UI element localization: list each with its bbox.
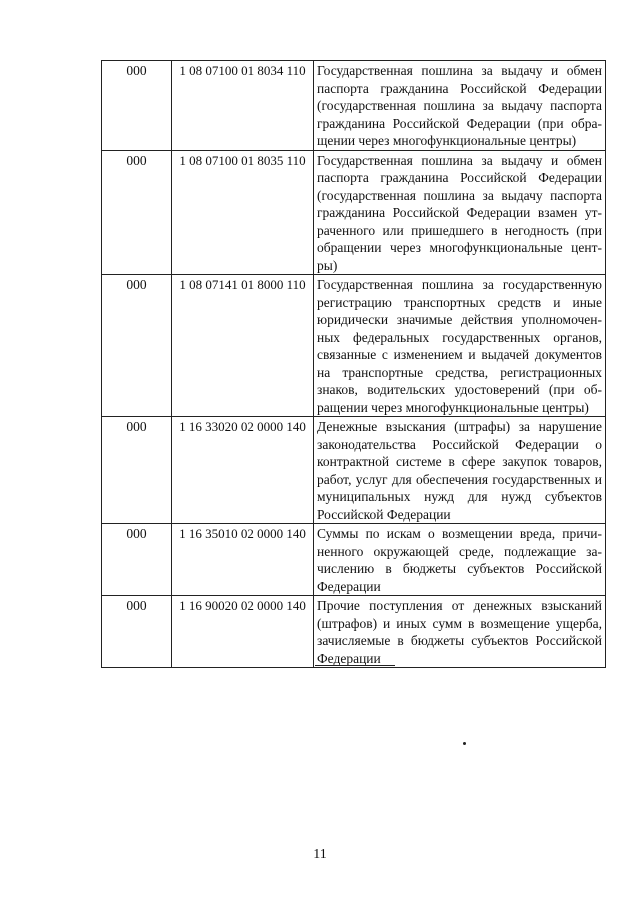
table-body (102, 61, 606, 668)
table-row (102, 596, 606, 668)
table-row (102, 275, 606, 417)
admin-code-cell: 000 (102, 596, 172, 668)
table-row (102, 61, 606, 151)
table-row (102, 417, 606, 524)
table-row (102, 524, 606, 596)
description-cell: Государственная пошлина за выдачу и обмен паспорта гражданина Российской Федерации (государственная пошлина за выдачу паспорта гражданина Российской Федерации взамен утраченного или пришедшего в негодность (при обращении через многофункциональные центры) (314, 150, 606, 275)
admin-code-cell: 000 (102, 417, 172, 524)
description-cell: Прочие поступления от денежных взысканий (штрафов) и иных сумм в возмещение ущерба, зачисляемые в бюджеты субъектов Российской Федерации (314, 596, 606, 668)
footnote-separator-line (315, 665, 395, 666)
budget-code-cell: 1 16 90020 02 0000 140 (172, 596, 314, 668)
budget-code-cell: 1 08 07141 01 8000 110 (172, 275, 314, 417)
scan-artifact-dot (463, 742, 466, 745)
budget-code-cell: 1 16 35010 02 0000 140 (172, 524, 314, 596)
revenue-codes-table (101, 60, 606, 668)
description-cell: Денежные взыскания (штрафы) за нарушение законодательства Российской Федерации о контрактной системе в сфере закупок товаров, работ, услуг для обеспечения государственных и муниципальных нужд для нужд субъектов Российской Федерации (314, 417, 606, 524)
description-cell: Суммы по искам о возмещении вреда, причиненного окружающей среде, подлежащие зачислению в бюджеты субъектов Российской Федерации (314, 524, 606, 596)
budget-code-cell: 1 08 07100 01 8034 110 (172, 61, 314, 151)
budget-code-cell: 1 16 33020 02 0000 140 (172, 417, 314, 524)
description-cell: Государственная пошлина за государственную регистрацию транспортных средств и иные юридически значимые действия уполномоченных федеральных государственных органов, связанные с изменением и выдачей документов на транспортные средства, регистрационных знаков, водительских удостоверений (при обращении через многофункциональные центры) (314, 275, 606, 417)
admin-code-cell: 000 (102, 61, 172, 151)
admin-code-cell: 000 (102, 524, 172, 596)
description-cell: Государственная пошлина за выдачу и обмен паспорта гражданина Российской Федерации (государственная пошлина за выдачу паспорта гражданина Российской Федерации (при обращении через многофункциональные центры) (314, 61, 606, 151)
table-row (102, 150, 606, 275)
admin-code-cell: 000 (102, 275, 172, 417)
budget-code-cell: 1 08 07100 01 8035 110 (172, 150, 314, 275)
page-number: 11 (313, 847, 327, 862)
admin-code-cell: 000 (102, 150, 172, 275)
